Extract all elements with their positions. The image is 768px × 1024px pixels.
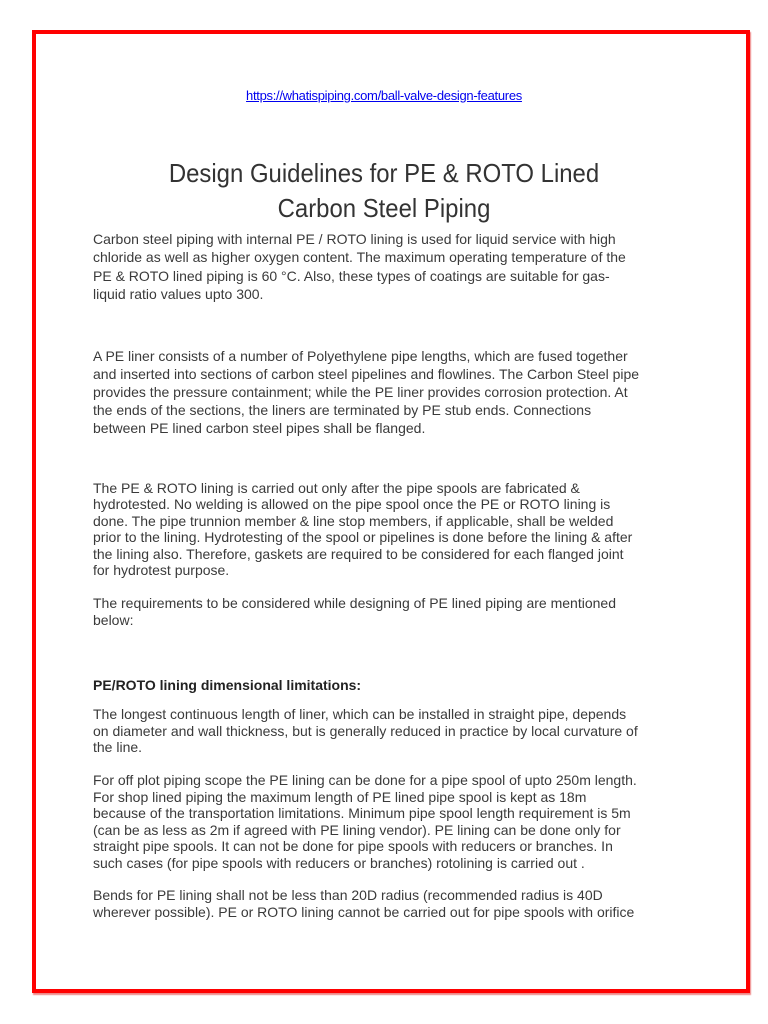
paragraph-line: Bends for PE lining shall not be less than 20D radius (recommended radius is 40D (93, 887, 603, 903)
title-line: Carbon Steel Piping (277, 193, 491, 223)
paragraph-line: below: (93, 611, 134, 628)
paragraph-line: between PE lined carbon steel pipes shall be flanged. (93, 420, 426, 436)
paragraph-line: wherever possible). PE or ROTO lining cannot be carried out for pipe spools with orifice (93, 904, 635, 920)
paragraph-line: hydrotested. No welding is allowed on the pipe spool once the PE or ROTO lining is (93, 496, 611, 513)
paragraph-line: For off plot piping scope the PE lining can be done for a pipe spool of upto 250m length. (93, 772, 637, 788)
paragraph (93, 230, 626, 304)
paragraph-line: For shop lined piping the maximum length of PE lined pipe spool is kept as 18m (93, 788, 587, 805)
paragraph-line: done. The pipe trunnion member & line stop members, if applicable, shall be welded (93, 512, 614, 529)
paragraph-line: for hydrotest purpose. (93, 562, 230, 579)
paragraph (93, 480, 632, 578)
paragraph-line: liquid ratio values upto 300. (93, 286, 264, 303)
paragraph-line: (can be as less as 2m if agreed with PE lining vendor). PE lining can be done only for (93, 821, 621, 838)
paragraph-line: because of the transportation limitations. Minimum pipe spool length requirement is 5m (93, 805, 631, 821)
paragraph-line: the line. (93, 739, 143, 755)
paragraph-line: provides the pressure containment; while the PE liner provides corrosion protection. At (93, 384, 628, 400)
paragraph (93, 706, 638, 756)
paragraph-line: chloride as well as higher oxygen content. The maximum operating temperature of the (93, 249, 626, 266)
paragraph-line: PE & ROTO lined piping is 60 °C. Also, these types of coatings are suitable for gas- (93, 267, 610, 284)
paragraph-line: prior to the lining. Hydrotesting of the spool or pipelines is done before the lining & after (93, 529, 633, 546)
section-heading: PE/ROTO lining dimensional limitations: (93, 677, 362, 693)
paragraph-line: the ends of the sections, the liners are terminated by PE stub ends. Connections (93, 402, 592, 418)
title-line: Design Guidelines for PE & ROTO Lined (168, 158, 600, 188)
page-title (31, 156, 738, 226)
paragraph-line: straight pipe spools. It can not be done for pipe spools with reducers or branches. In (93, 838, 613, 854)
paragraph (93, 347, 639, 437)
paragraph-line: on diameter and wall thickness, but is generally reduced in practice by local curvature of (93, 722, 638, 739)
source-link[interactable]: https://whatispiping.com/ball-valve-design-features (246, 88, 522, 103)
paragraph-line: Carbon steel piping with internal PE / ROTO lining is used for liquid service with high (93, 231, 616, 247)
paragraph (93, 772, 637, 871)
paragraph-line: The requirements to be considered while designing of PE lined piping are mentioned (93, 595, 616, 611)
paragraph-line: the lining also. Therefore, gaskets are required to be considered for each flanged joint (93, 545, 624, 562)
paragraph-line: A PE liner consists of a number of Polyethylene pipe lengths, which are fused together (93, 348, 628, 364)
paragraph (93, 887, 634, 921)
paragraph-line: The longest continuous length of liner, which can be installed in straight pipe, depends (93, 706, 627, 722)
paragraph-line: The PE & ROTO lining is carried out only after the pipe spools are fabricated & (93, 480, 580, 496)
paragraph (93, 595, 616, 628)
paragraph-line: and inserted into sections of carbon steel pipelines and flowlines. The Carbon Steel pipe (93, 366, 640, 382)
paragraph-line: such cases (for pipe spools with reducers or branches) rotolining is carried out . (93, 854, 585, 871)
